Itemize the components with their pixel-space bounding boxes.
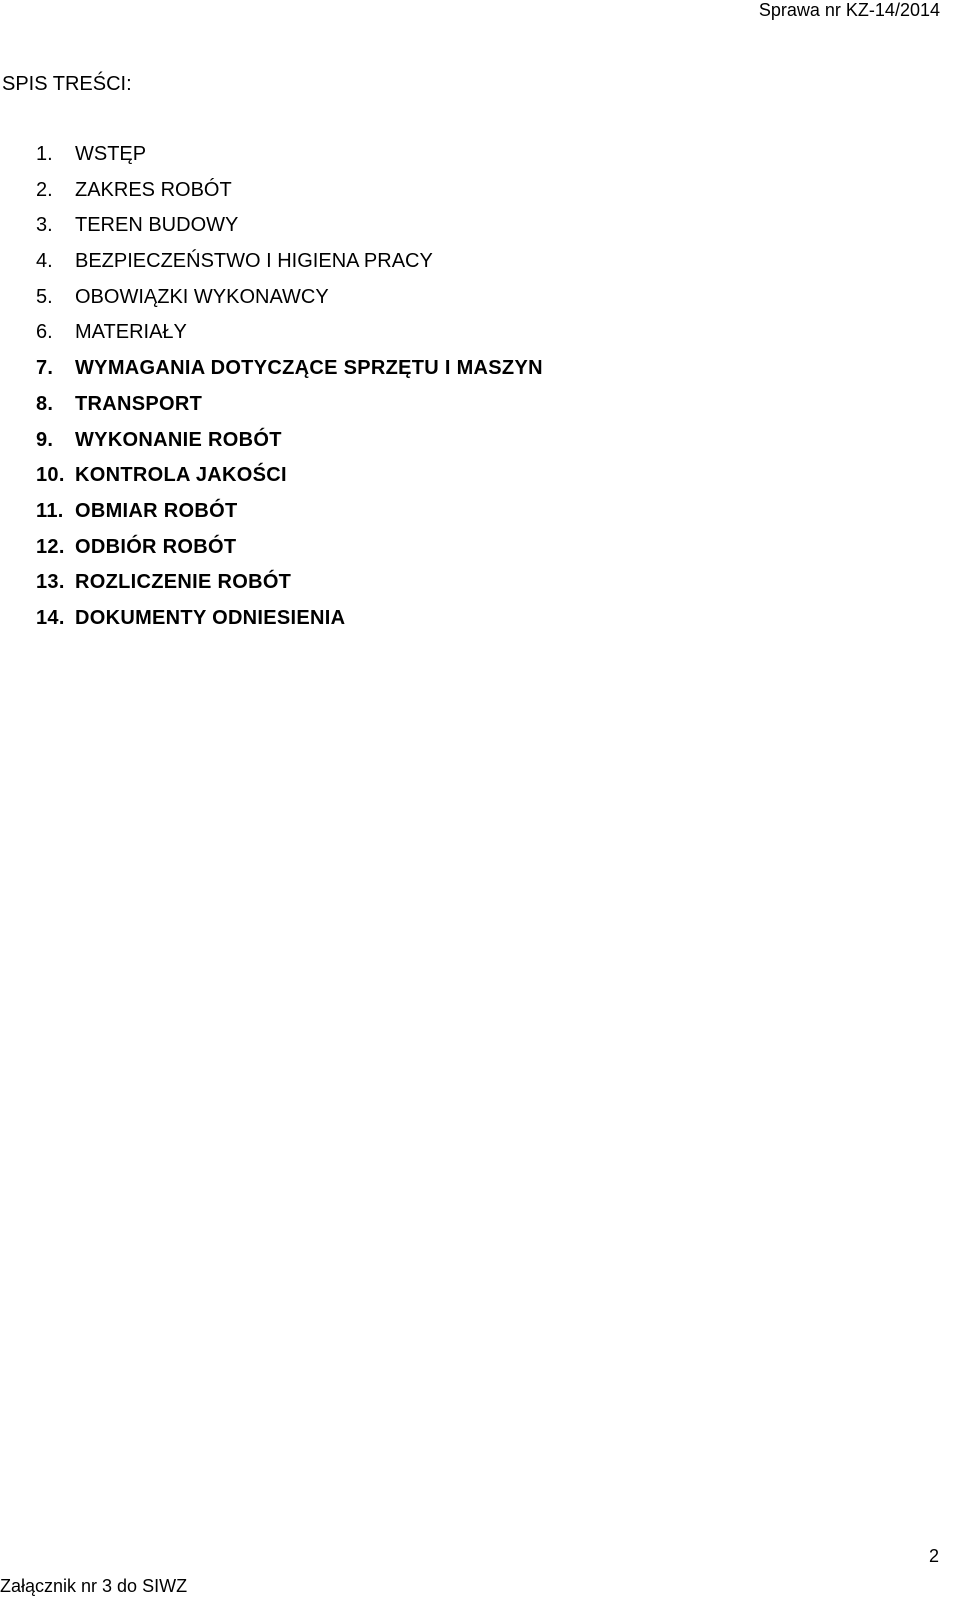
toc-item-number: 9. bbox=[36, 428, 54, 451]
toc-item-number: 6. bbox=[36, 321, 53, 344]
toc-item-number: 7. bbox=[36, 357, 54, 380]
toc-item-label: ZAKRES ROBÓT bbox=[75, 178, 232, 201]
toc-item-number: 4. bbox=[36, 250, 53, 273]
toc-item-label: OBOWIĄZKI WYKONAWCY bbox=[75, 285, 329, 308]
toc-item-number: 11. bbox=[36, 499, 64, 522]
toc-item-number: 8. bbox=[36, 392, 54, 415]
toc-item-number: 2. bbox=[36, 178, 53, 201]
toc-item-number: 12. bbox=[36, 535, 65, 558]
toc-item-number: 3. bbox=[36, 214, 53, 237]
toc-item-number: 10. bbox=[36, 464, 65, 487]
toc-item-label: WSTĘP bbox=[75, 143, 147, 165]
page-number: 2 bbox=[928, 1546, 939, 1566]
toc-item-number: 13. bbox=[36, 571, 65, 594]
toc-item-label: TRANSPORT bbox=[75, 392, 203, 415]
toc-item-label: DOKUMENTY ODNIESIENIA bbox=[75, 606, 346, 629]
toc-item-label: OBMIAR ROBÓT bbox=[75, 499, 238, 522]
toc-item-label: ROZLICZENIE ROBÓT bbox=[75, 571, 292, 594]
toc-item-label: BEZPIECZEŃSTWO I HIGIENA PRACY bbox=[75, 250, 433, 273]
toc-item-label: ODBIÓR ROBÓT bbox=[75, 535, 237, 558]
toc-item-number: 5. bbox=[36, 285, 53, 308]
toc-item-label: WYMAGANIA DOTYCZĄCE SPRZĘTU I MASZYN bbox=[75, 357, 543, 380]
toc-item-label: KONTROLA JAKOŚCI bbox=[75, 464, 287, 487]
toc-title: SPIS TREŚCI: bbox=[2, 73, 132, 95]
case-reference: Sprawa nr KZ-14/2014 bbox=[758, 0, 940, 20]
toc-item-label: TEREN BUDOWY bbox=[75, 214, 239, 237]
toc-item-label: MATERIAŁY bbox=[75, 321, 187, 344]
footer-attachment-note: Załącznik nr 3 do SIWZ bbox=[0, 1576, 188, 1596]
toc-item-number: 1. bbox=[36, 143, 53, 165]
toc-item-number: 14. bbox=[36, 606, 65, 629]
toc-item-label: WYKONANIE ROBÓT bbox=[75, 428, 282, 451]
